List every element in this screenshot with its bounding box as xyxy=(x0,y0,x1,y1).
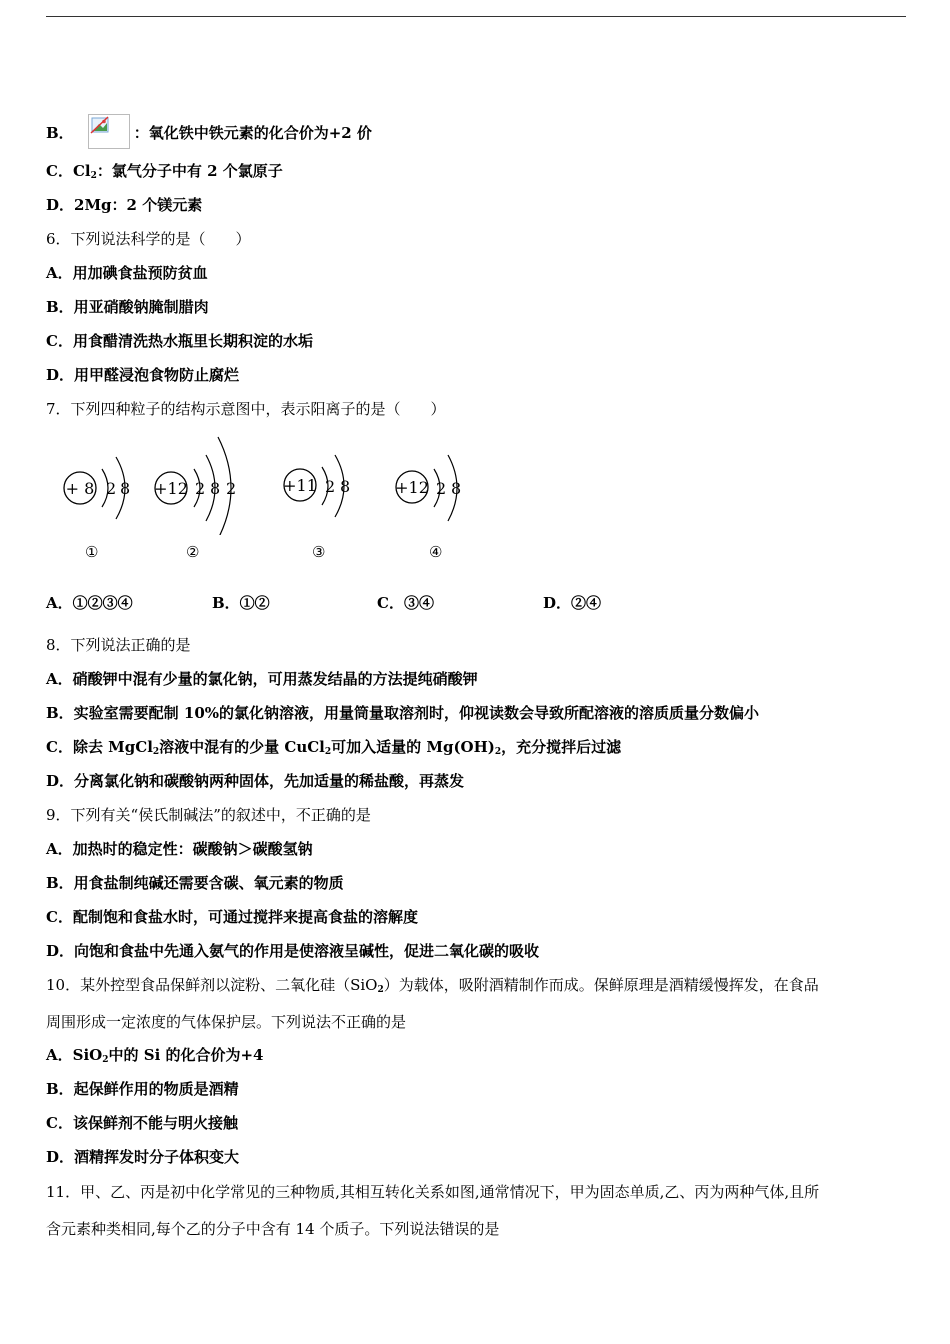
particle-2-diagram xyxy=(154,437,236,535)
particle-4-label: ④ xyxy=(429,543,443,561)
q10-stem-line-1: 10．某外控型食品保鲜剂以淀粉、二氧化硅（SiO$_2$）为载体，吸附酒精制作而成。保鲜原理是酒精缓慢挥发，在食品 xyxy=(46,976,819,995)
q6-option-a: A．用加碘食盐预防贫血 xyxy=(46,264,208,282)
q7-option-d: D．②④ xyxy=(543,594,602,612)
particle-1-shell-2: 8 xyxy=(120,479,131,498)
particle-2-shell-2: 8 xyxy=(210,479,221,498)
q8-option-a: A．硝酸钾中混有少量的氯化钠，可用蒸发结晶的方法提纯硝酸钾 xyxy=(46,670,478,688)
q10-option-a: A．SiO$_2$中的 Si 的化合价为+4 xyxy=(46,1046,264,1065)
q9-option-c: C．配制饱和食盐水时，可通过搅拌来提高食盐的溶解度 xyxy=(46,908,418,926)
q5-option-c: C．$Cl_2$：氯气分子中有 2 个氯原子 xyxy=(46,162,283,181)
q9-option-a: A．加热时的稳定性：碳酸钠＞碳酸氢钠 xyxy=(46,840,313,858)
q9-option-b: B．用食盐制纯碱还需要含碳、氧元素的物质 xyxy=(46,874,344,892)
q7-stem: 7．下列四种粒子的结构示意图中，表示阳离子的是（ ） xyxy=(46,400,446,418)
particle-1-shell-1: 2 xyxy=(106,479,117,498)
particle-3-nucleus: +11 xyxy=(283,476,317,495)
header-rule xyxy=(46,16,906,17)
particle-2-label: ② xyxy=(186,543,200,561)
q5-option-b: B． ：氧化铁中铁元素的化合价为+2 价 xyxy=(46,114,916,149)
q6-option-d: D．用甲醛浸泡食物防止腐烂 xyxy=(46,366,240,384)
q11-stem-line-2: 含元素种类相同,每个乙的分子中含有 14 个质子。下列说法错误的是 xyxy=(46,1220,500,1238)
particle-2-nucleus: +12 xyxy=(154,479,188,498)
particle-1-label: ① xyxy=(85,543,99,561)
q6-stem: 6．下列说法科学的是（ ） xyxy=(46,230,251,248)
q8-option-c: C．除去 MgCl$_2$溶液中混有的少量 CuCl$_2$可加入适量的 $Mg(OH)_2$，充分搅拌后过滤 xyxy=(46,738,622,757)
particle-3-diagram xyxy=(283,455,350,517)
q10-option-d: D．酒精挥发时分子体积变大 xyxy=(46,1148,240,1166)
particle-1-nucleus: + 8 xyxy=(65,479,95,498)
particle-4-shell-2: 8 xyxy=(451,479,462,498)
q9-stem: 9．下列有关“侯氏制碱法”的叙述中，不正确的是 xyxy=(46,806,371,824)
atomic-structure-diagrams xyxy=(56,425,486,535)
particle-1-diagram xyxy=(64,457,130,519)
particle-3-shell-2: 8 xyxy=(340,477,351,496)
particle-4-nucleus: +12 xyxy=(395,478,429,497)
q8-stem: 8．下列说法正确的是 xyxy=(46,636,191,654)
q8-option-d: D．分离氯化钠和碳酸钠两种固体，先加适量的稀盐酸，再蒸发 xyxy=(46,772,465,790)
q7-option-a: A．①②③④ xyxy=(46,594,133,612)
particle-2-shell-1: 2 xyxy=(195,479,206,498)
particle-2-shell-3: 2 xyxy=(226,479,237,498)
particle-3-label: ③ xyxy=(312,543,326,561)
q6-option-b: B．用亚硝酸钠腌制腊肉 xyxy=(46,298,209,316)
q11-stem-line-1: 11．甲、乙、丙是初中化学常见的三种物质,其相互转化关系如图,通常情况下，甲为固态单质,乙、丙为两种气体,且所 xyxy=(46,1183,820,1201)
q10-option-b: B．起保鲜作用的物质是酒精 xyxy=(46,1080,239,1098)
q10-option-c: C．该保鲜剂不能与明火接触 xyxy=(46,1114,238,1132)
q7-option-b: B．①② xyxy=(212,594,270,612)
particle-4-shell-1: 2 xyxy=(436,479,447,498)
q10-stem-line-2: 周围形成一定浓度的气体保护层。下列说法不正确的是 xyxy=(46,1013,407,1031)
q8-option-b: B．实验室需要配制 10%的氯化钠溶液，用量筒量取溶剂时，仰视读数会导致所配溶液的溶质质量分数偏小 xyxy=(46,704,760,722)
q6-option-c: C．用食醋清洗热水瓶里长期积淀的水垢 xyxy=(46,332,313,350)
q9-option-d: D．向饱和食盐中先通入氨气的作用是使溶液呈碱性，促进二氧化碳的吸收 xyxy=(46,942,540,960)
q7-option-c: C．③④ xyxy=(377,594,434,612)
q5-option-d: D．2Mg：2 个镁元素 xyxy=(46,196,203,214)
particle-3-shell-1: 2 xyxy=(325,477,336,496)
particle-4-diagram xyxy=(395,455,461,521)
broken-image-icon xyxy=(88,114,130,149)
